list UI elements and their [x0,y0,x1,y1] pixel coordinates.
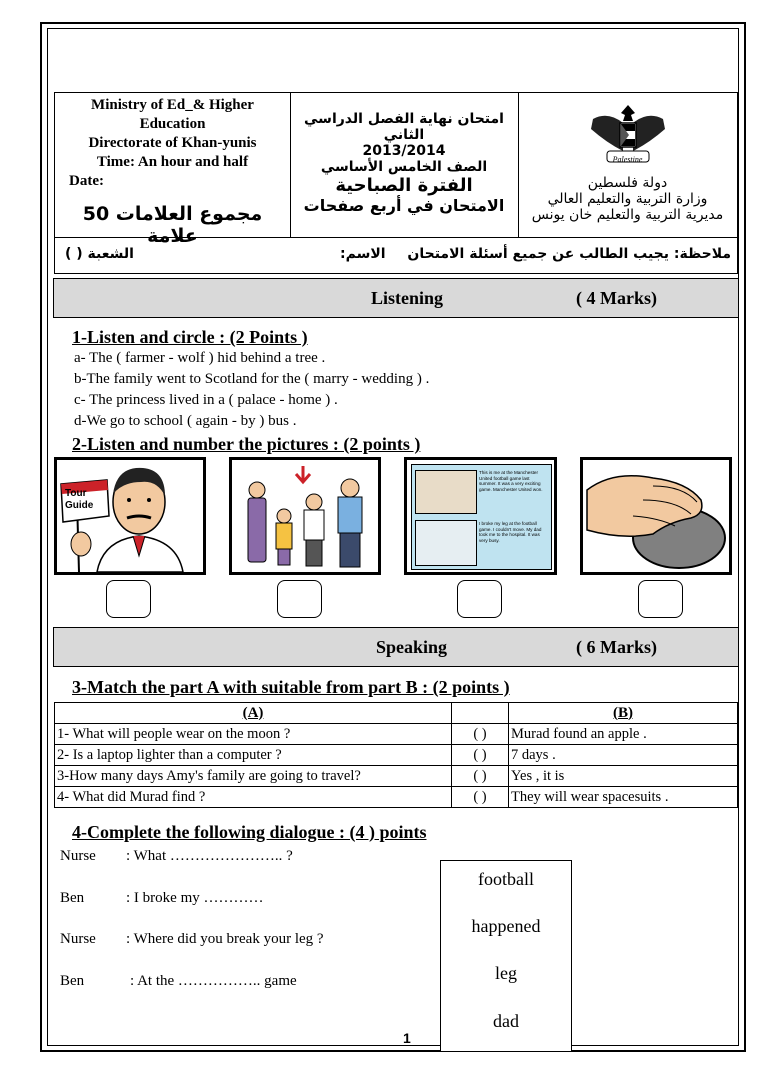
q1-line-c: c- The princess lived in a ( palace - home ) . [74,392,338,408]
state-ar: دولة فلسطين [587,175,668,191]
part-b-item-4: They will wear spacesuits . [509,787,738,808]
answer-blank-2[interactable]: ( ) [452,745,509,766]
exam-title-ar: امتحان نهاية الفصل الدراسي الثاني [304,111,504,143]
ministry-line-2: Education [139,116,206,132]
listening-title: Listening [371,288,444,308]
part-a-item-4: 4- What did Murad find ? [55,787,452,808]
poster-photo-hospital [415,520,477,566]
section-label: الشعبة ( ) [65,246,134,262]
word-bank-item: football [478,869,534,889]
speaking-title: Speaking [376,637,448,657]
question-3-title: 3-Match the part A with suitable from part B : (2 points ) [72,677,510,697]
dialogue-line-2[interactable]: : I broke my ………… [126,890,264,906]
word-bank [440,860,572,1052]
directorate-line: Directorate of Khan-yunis [88,135,257,151]
q1-line-d: d-We go to school ( again - by ) bus . [74,413,297,429]
pages-ar: الامتحان في أربع صفحات [303,196,505,215]
hand-on-mouse-illustration-icon [583,460,729,572]
header-arabic-column [518,93,737,237]
dialogue-line-4[interactable]: : At the …………….. game [130,973,297,989]
ministry-ar: وزارة التربية والتعليم العالي [547,191,708,207]
word-bank-item: dad [493,1011,519,1031]
tour-guide-illustration-icon [57,460,203,572]
page-number: 1 [403,1030,411,1046]
answer-blank-3[interactable]: ( ) [452,766,509,787]
header-english-column [55,93,291,247]
dialogue-line-1[interactable]: : What ………………….. ? [126,848,293,864]
tour-sign-line-1: Tour [65,488,87,499]
part-a-item-2: 2- Is a laptop lighter than a computer ? [55,745,452,766]
dialogue-speaker-2: Ben [60,890,85,906]
speaking-band [53,627,739,667]
picture-4-number-box[interactable] [638,580,683,618]
speaking-marks: ( 6 Marks) [576,637,657,657]
dialogue-line-3: : Where did you break your leg ? [126,931,324,947]
ministry-line-1: Ministry of Ed_& Higher [91,97,254,113]
picture-mouse [580,457,732,575]
part-a-item-3: 3-How many days Amy's family are going to travel? [55,766,452,787]
dialogue-speaker-3: Nurse [60,931,96,947]
question-1-title: 1-Listen and circle : (2 Points ) [72,327,308,347]
session-ar: الفترة الصباحية [335,175,473,196]
poster-text-bottom: I broke my leg at the football game. I couldn't move. My dad took me to the hospital. It was very busy. [479,521,542,543]
grade-ar: الصف الخامس الأساسي [320,159,488,175]
part-b-item-2: 7 days . [509,745,738,766]
picture-3-number-box[interactable] [457,580,502,618]
academic-year: 2013/2014 [362,143,446,159]
exam-header [54,92,738,247]
column-b-header: (B) [509,703,738,724]
picture-family [229,457,381,575]
part-a-item-1: 1- What will people wear on the moon ? [55,724,452,745]
instruction-row [54,238,738,274]
question-4-title: 4-Complete the following dialogue : (4 ) points [72,822,427,842]
table-row [55,766,738,787]
name-label: الاسم: [340,246,386,262]
column-a-header: (A) [55,703,452,724]
table-row [55,787,738,808]
answer-blank-1[interactable]: ( ) [452,724,509,745]
dialogue-speaker-1: Nurse [60,848,96,864]
part-b-item-3: Yes , it is [509,766,738,787]
picture-1-number-box[interactable] [106,580,151,618]
directorate-ar: مديرية التربية والتعليم خان يونس [531,207,724,223]
q1-line-b: b-The family went to Scotland for the ( marry - wedding ) . [74,371,430,387]
listening-band [53,278,739,318]
header-center-column [290,93,519,237]
poster-text-top: This is me at the Manchester United football game last summer. It was a very exciting game. Manchester United won. [479,470,543,492]
word-bank-item: leg [495,963,517,983]
time-line: Time: An hour and half [96,154,249,170]
instruction-text: ملاحظة: يجيب الطالب عن جميع أسئلة الامتحان [407,246,731,262]
matching-table [54,702,738,808]
tour-sign-line-2: Guide [65,500,94,511]
table-row [55,745,738,766]
listening-marks: ( 4 Marks) [576,288,657,308]
answer-blank-4[interactable]: ( ) [452,787,509,808]
total-marks: مجموع العلامات 50 علامة [82,203,263,247]
picture-poster [404,457,557,575]
question-2-title: 2-Listen and number the pictures : (2 points ) [72,434,421,454]
dialogue-speaker-4: Ben [60,973,85,989]
table-row [55,724,738,745]
q1-line-a: a- The ( farmer - wolf ) hid behind a tree . [74,350,326,366]
family-illustration-icon [232,460,378,572]
poster-photo-stadium [415,470,477,514]
logo-caption: Palestine [612,155,643,164]
picture-tour-guide [54,457,206,575]
part-b-item-1: Murad found an apple . [509,724,738,745]
picture-2-number-box[interactable] [277,580,322,618]
date-label: Date: [69,173,104,189]
word-bank-item: happened [471,916,541,936]
table-header-row [55,703,738,724]
